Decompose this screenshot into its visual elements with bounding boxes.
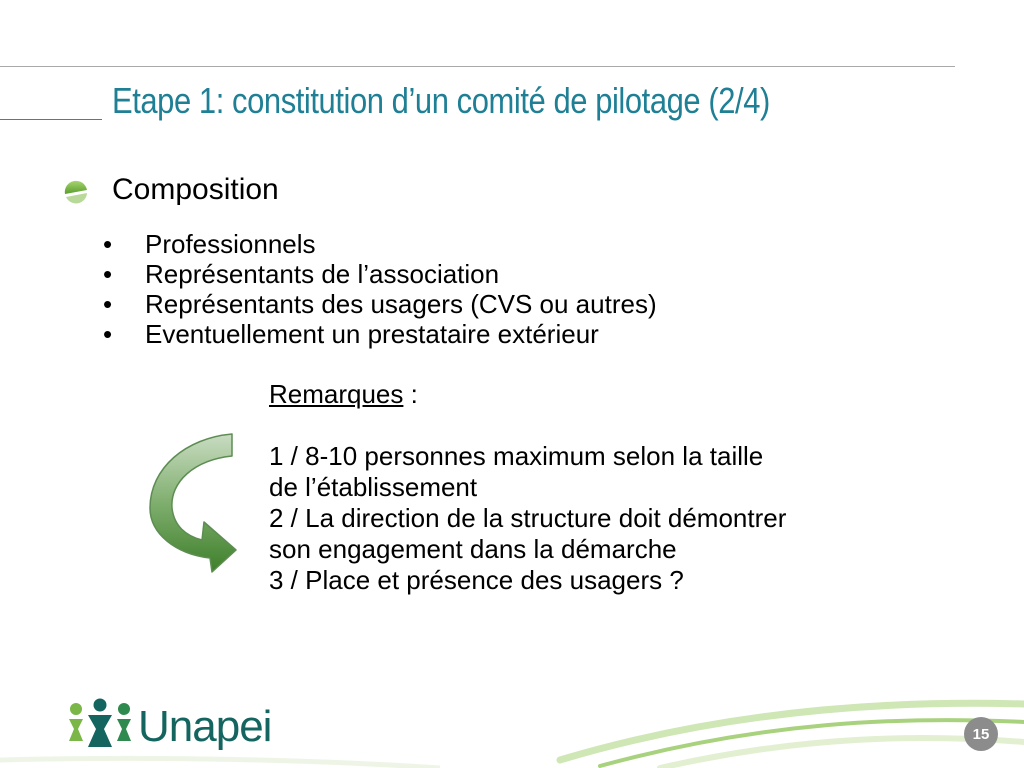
title-accent-line [0, 119, 102, 120]
page-number-badge [964, 717, 998, 751]
remark-line: de l’établissement [269, 472, 478, 502]
list-item: • Représentants des usagers (CVS ou autres) [100, 289, 657, 319]
section-heading: Composition [112, 173, 279, 206]
page-number: 15 [972, 725, 990, 743]
remarks-heading: Remarques [269, 379, 404, 409]
unapei-logo-mark-icon [66, 697, 134, 757]
remark-line: son engagement dans la démarche [269, 534, 677, 564]
remark-line: 1 / 8-10 personnes maximum selon la taille [269, 441, 764, 471]
curved-arrow-icon [146, 430, 238, 575]
unapei-logo [66, 697, 271, 757]
remarks-heading-line [269, 379, 969, 410]
slide-title: Etape 1: constitution d’un comité de pilotage (2/4) [112, 80, 770, 121]
spacer [269, 410, 969, 441]
remark-line: 3 / Place et présence des usagers ? [269, 565, 684, 595]
list-item: • Professionnels [100, 229, 657, 259]
header-divider [0, 66, 955, 67]
logo-text: Unapei [138, 702, 272, 751]
list-item: • Représentants de l’association [100, 259, 657, 289]
composition-list [100, 229, 657, 349]
remarks-heading-suffix: : [403, 379, 418, 409]
remarks-block [269, 379, 969, 596]
half-circle-green-icon [63, 180, 89, 206]
remark-line: 2 / La direction de la structure doit démontrer [269, 503, 787, 533]
list-item: • Eventuellement un prestataire extérieur [100, 319, 657, 349]
